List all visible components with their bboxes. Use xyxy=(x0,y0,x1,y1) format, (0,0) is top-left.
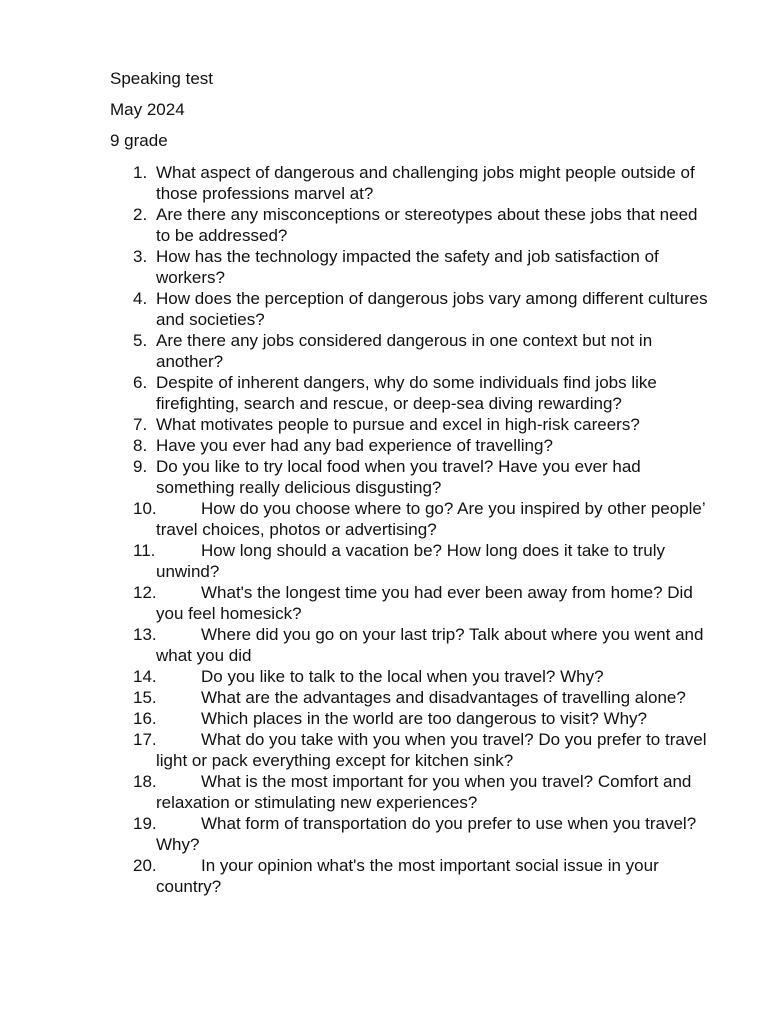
item-text: Do you like to try local food when you travel? Have you ever had something really delicious disgusting? xyxy=(156,457,641,497)
item-number: 14. xyxy=(133,667,157,686)
item-number: 9. xyxy=(133,457,148,476)
item-text: Are there any jobs considered dangerous in one context but not in another? xyxy=(156,331,653,371)
item-number: 15. xyxy=(133,688,157,707)
list-item xyxy=(0,540,716,582)
item-text: What are the advantages and disadvantages of travelling alone? xyxy=(201,688,686,707)
list-item xyxy=(0,855,716,897)
item-text: What is the most important for you when you travel? Comfort and relaxation or stimulating new experiences? xyxy=(156,772,692,812)
item-number: 3. xyxy=(133,247,148,266)
item-text: How do you choose where to go? Are you inspired by other people’ travel choices, photos or advertising? xyxy=(156,499,706,539)
item-number: 4. xyxy=(133,289,148,308)
item-text: What do you take with you when you travel? Do you prefer to travel light or pack everything except for kitchen sink? xyxy=(156,730,707,770)
question-list xyxy=(0,162,768,897)
list-item xyxy=(0,204,716,246)
item-number: 5. xyxy=(133,331,148,350)
list-item xyxy=(0,666,716,687)
item-number: 11. xyxy=(133,541,156,560)
list-item xyxy=(0,162,716,204)
item-text: What form of transportation do you prefer to use when you travel? Why? xyxy=(156,814,697,854)
item-text: What aspect of dangerous and challenging jobs might people outside of those professions marvel at? xyxy=(156,163,695,203)
item-number: 17. xyxy=(133,730,157,749)
list-item xyxy=(0,687,716,708)
test-date: May 2024 xyxy=(110,100,185,119)
item-text: In your opinion what's the most important social issue in your country? xyxy=(156,856,659,896)
item-text: What's the longest time you had ever been away from home? Did you feel homesick? xyxy=(156,583,693,623)
item-text: Despite of inherent dangers, why do some individuals find jobs like firefighting, search and rescue, or deep-sea diving rewarding? xyxy=(156,373,657,413)
list-item xyxy=(0,288,716,330)
item-number: 8. xyxy=(133,436,148,455)
item-number: 18. xyxy=(133,772,157,791)
list-item xyxy=(0,771,716,813)
list-item xyxy=(0,729,716,771)
item-number: 13. xyxy=(133,625,157,644)
item-text: Are there any misconceptions or stereotypes about these jobs that need to be addressed? xyxy=(156,205,698,245)
item-number: 1. xyxy=(133,163,148,182)
item-number: 6. xyxy=(133,373,148,392)
item-text: How does the perception of dangerous jobs vary among different cultures and societies? xyxy=(156,289,708,329)
item-text: What motivates people to pursue and excel in high-risk careers? xyxy=(156,415,640,434)
list-item xyxy=(0,456,716,498)
item-number: 20. xyxy=(133,856,157,875)
list-item xyxy=(0,330,716,372)
item-number: 19. xyxy=(133,814,157,833)
item-number: 12. xyxy=(133,583,157,602)
list-item xyxy=(0,246,716,288)
list-item xyxy=(0,624,716,666)
item-text: Which places in the world are too dangerous to visit? Why? xyxy=(201,709,648,728)
list-item xyxy=(0,435,716,456)
item-text: How has the technology impacted the safety and job satisfaction of workers? xyxy=(156,247,659,287)
list-item xyxy=(0,372,716,414)
item-text: Where did you go on your last trip? Talk about where you went and what you did xyxy=(156,625,704,665)
item-number: 10. xyxy=(133,499,157,518)
item-number: 7. xyxy=(133,415,148,434)
list-item xyxy=(0,414,716,435)
test-title: Speaking test xyxy=(110,69,214,88)
test-grade: 9 grade xyxy=(110,131,168,150)
item-text: How long should a vacation be? How long does it take to truly unwind? xyxy=(156,541,665,581)
item-number: 2. xyxy=(133,205,148,224)
list-item xyxy=(0,498,716,540)
list-item xyxy=(0,708,716,729)
list-item xyxy=(0,582,716,624)
list-item xyxy=(0,813,716,855)
item-number: 16. xyxy=(133,709,157,728)
item-text: Have you ever had any bad experience of travelling? xyxy=(156,436,553,455)
item-text: Do you like to talk to the local when you travel? Why? xyxy=(201,667,604,686)
